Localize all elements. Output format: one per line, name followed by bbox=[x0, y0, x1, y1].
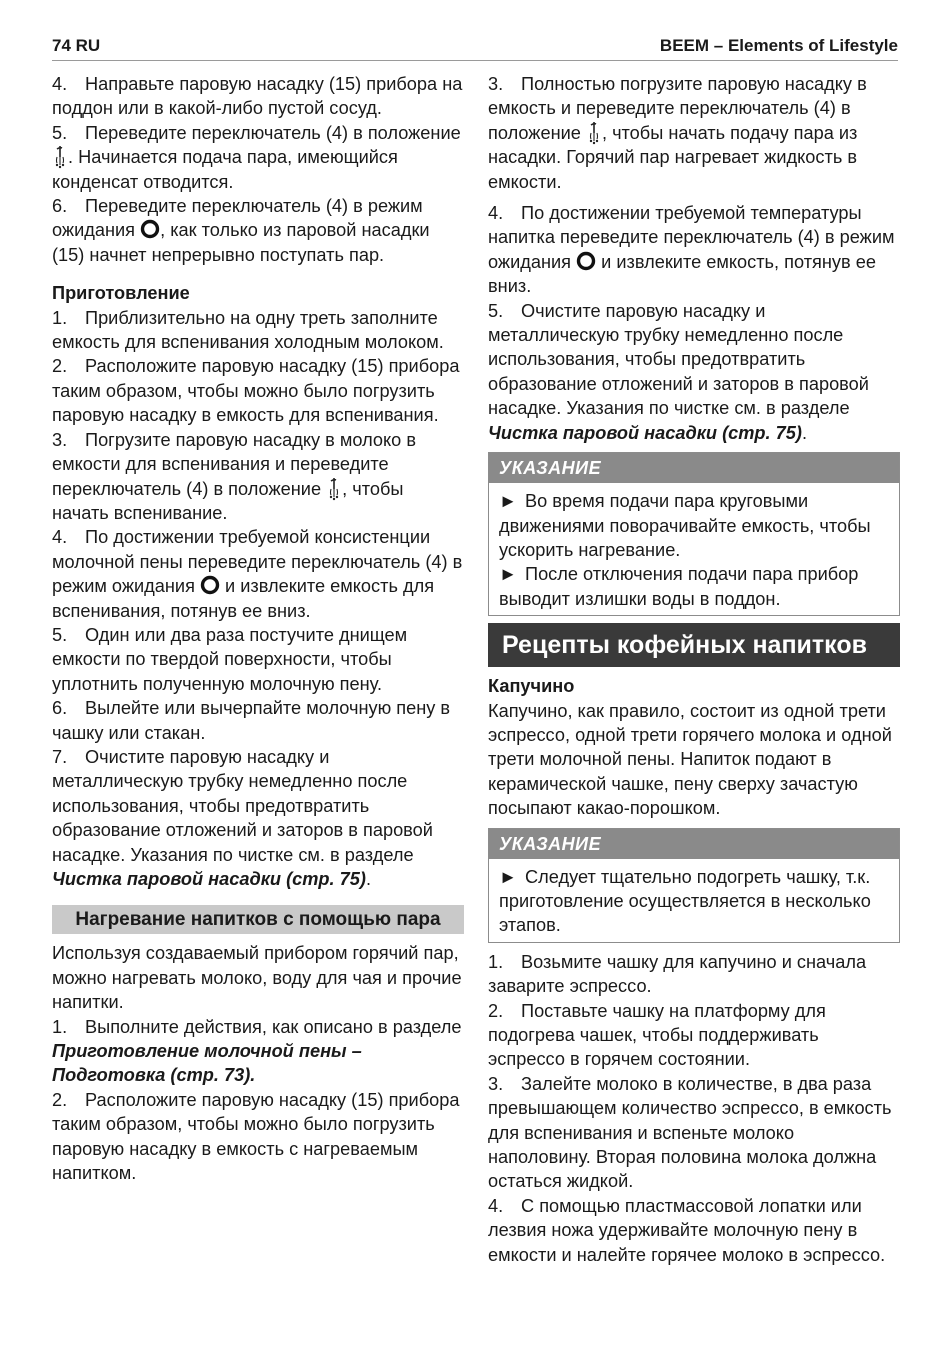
note-title: УКАЗАНИЕ bbox=[489, 829, 899, 859]
list-item: 6. Вылейте или вычерпайте молочную пену в чашку или стакан. bbox=[52, 698, 451, 743]
section-heading-cappuccino: Капучино bbox=[488, 676, 575, 697]
steam-position-icon bbox=[326, 477, 342, 501]
list-item: 2. Расположите паровую насадку (15) прибора таким образом, чтобы можно было погрузить паровую насадку в емкость для вспенивания. bbox=[52, 356, 460, 426]
list-item: 5. Один или два раза постучите днищем емкости по твердой поверхности, чтобы уплотнить полученную молочную пену. bbox=[52, 624, 408, 694]
note-title: УКАЗАНИЕ bbox=[489, 453, 899, 483]
left-column bbox=[52, 72, 464, 1185]
page-number: 74 RU bbox=[52, 36, 101, 55]
list-item: 1. Возьмите чашку для капучино и сначала заварите эспрессо. bbox=[488, 951, 867, 997]
note-box bbox=[488, 828, 900, 943]
brand-title: BEEM – Elements of Lifestyle bbox=[659, 36, 898, 55]
steam-position-icon bbox=[52, 145, 68, 169]
right-column bbox=[488, 72, 900, 1267]
arrow-bullet-icon: ► bbox=[499, 866, 518, 887]
list-item: 3. Полностью погрузите паровую насадку в емкость и переведите переключатель (4) в положение , чтобы начать подачу пара из насадки. Горячий пар нагревает жидкость в емкости. bbox=[488, 74, 867, 192]
standby-circle-icon bbox=[576, 251, 596, 271]
note-bullet: ► Во время подачи пара круговыми движениями поворачивайте емкость, чтобы ускорить нагревание. bbox=[499, 491, 871, 560]
cross-reference-link: Чистка паровой насадки (стр. 75) bbox=[52, 869, 366, 889]
list-item: 7. Очистите паровую насадку и металлическую трубку немедленно после использования, чтобы предотвратить образование отложений и заторов в паровой насадке. Указания по чистке см. в разделе Чистка паровой насадки (стр. 75). bbox=[52, 746, 433, 889]
list-item: 4. С помощью пластмассовой лопатки или лезвия ножа удерживайте молочную пену в емкости и налейте горячее молоко в эспрессо. bbox=[488, 1195, 886, 1265]
list-item: 2. Расположите паровую насадку (15) прибора таким образом, чтобы можно было погрузить паровую насадку в емкость с нагреваемым напитком. bbox=[52, 1089, 460, 1184]
note-box bbox=[488, 452, 900, 616]
cross-reference-link: Приготовление молочной пены – Подготовка (стр. 73). bbox=[52, 1041, 362, 1086]
list-item: 5. Переведите переключатель (4) в положение . Начинается подача пара, имеющийся конденсат отводится. bbox=[52, 122, 461, 192]
cross-reference-link: Чистка паровой насадки (стр. 75) bbox=[488, 422, 802, 443]
list-item: 4. По достижении требуемой консистенции молочной пены переведите переключатель (4) в режим ожидания и извлеките емкость для вспенивания, потянув ее вниз. bbox=[52, 527, 463, 621]
list-item: 2. Поставьте чашку на платформу для подогрева чашек, чтобы поддерживать эспрессо в горячем состоянии. bbox=[488, 1000, 826, 1070]
note-bullet: ► Следует тщательно подогреть чашку, т.к. приготовление осуществляется в несколько этапов. bbox=[499, 866, 871, 936]
list-item: 5. Очистите паровую насадку и металлическую трубку немедленно после использования, чтобы предотвратить образование отложений и заторов в паровой насадке. Указания по чистке см. в разделе Чистка паровой насадки (стр. 75). bbox=[488, 300, 869, 443]
list-item: 3. Погрузите паровую насадку в молоко в емкости для вспенивания и переведите переключатель (4) в положение , чтобы начать вспенивание. bbox=[52, 429, 417, 523]
note-bullet: ► После отключения подачи пара прибор выводит излишки воды в поддон. bbox=[499, 564, 859, 609]
heating-intro: Используя создаваемый прибором горячий пар, можно нагревать молоко, воду для чая и прочие напитки. bbox=[52, 943, 462, 1013]
steam-position-icon bbox=[586, 121, 602, 145]
arrow-bullet-icon: ► bbox=[499, 564, 518, 585]
page-header bbox=[52, 34, 898, 61]
section-heading-heating: Нагревание напитков с помощью пара bbox=[52, 905, 464, 934]
list-item: 1. Выполните действия, как описано в разделе Приготовление молочной пены – Подготовка (стр. 73). bbox=[52, 1016, 462, 1086]
list-item: 6. Переведите переключатель (4) в режим ожидания , как только из паровой насадки (15) начнет непрерывно поступать пар. bbox=[52, 196, 430, 265]
list-item: 4. По достижении требуемой температуры напитка переведите переключатель (4) в режим ожидания и извлеките емкость, потянув ее вниз. bbox=[488, 203, 895, 297]
section-heading-recipes: Рецепты кофейных напитков bbox=[488, 623, 900, 667]
list-item: 1. Приблизительно на одну треть заполните емкость для вспенивания холодным молоком. bbox=[52, 307, 444, 353]
standby-circle-icon bbox=[200, 575, 220, 595]
arrow-bullet-icon: ► bbox=[499, 491, 518, 512]
list-item: 4. Направьте паровую насадку (15) прибора на поддон или в какой-либо пустой сосуд. bbox=[52, 74, 463, 119]
list-item: 3. Залейте молоко в количестве, в два раза превышающем количество эспрессо, в емкость для вспенивания и вспеньте молоко наполовину. Вторая половина молока должна остаться жидкой. bbox=[488, 1073, 892, 1192]
standby-circle-icon bbox=[140, 219, 160, 239]
cappuccino-intro: Капучино, как правило, состоит из одной трети эспрессо, одной трети горячего молока и одной трети молочной пены. Напиток подают в керамической чашке, пену сверху зачастую посыпают какао-порошком. bbox=[488, 700, 892, 819]
section-heading-preparation: Приготовление bbox=[52, 283, 190, 304]
